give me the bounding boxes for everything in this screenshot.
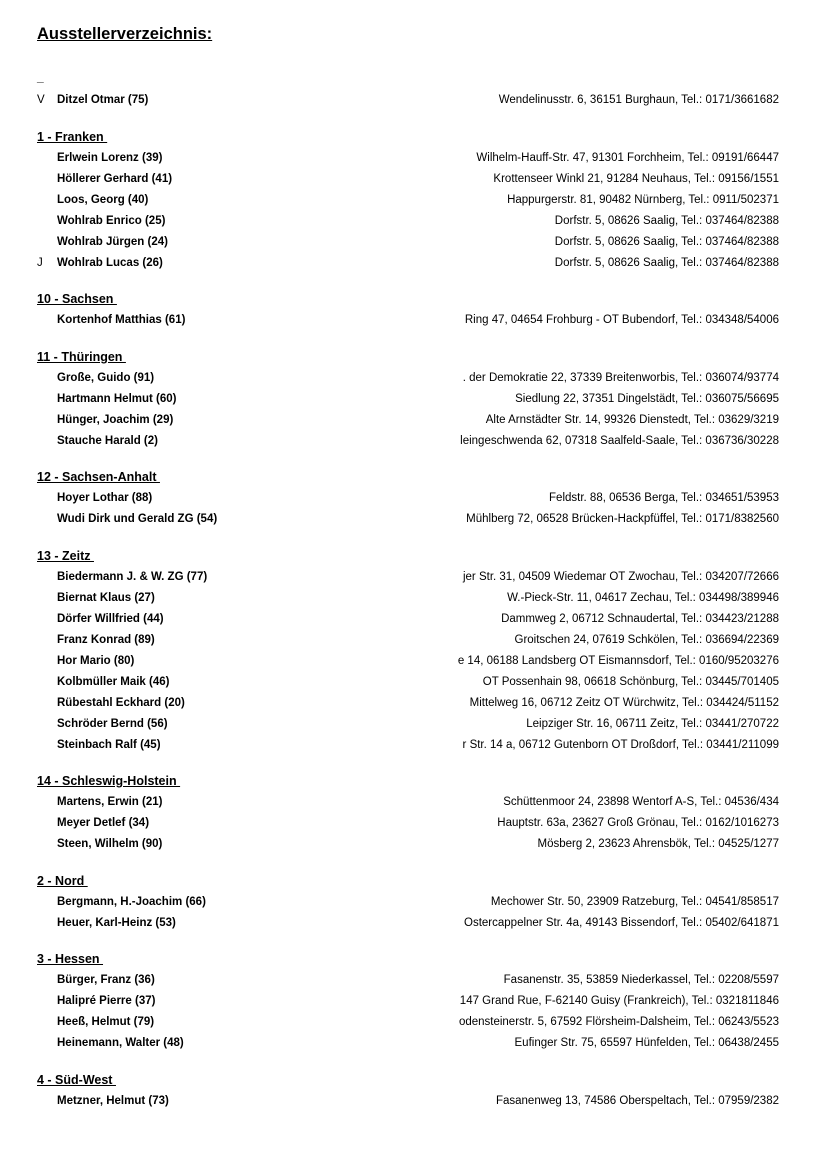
row-mark: J [37,256,43,269]
exhibitor-address: r Str. 14 a, 06712 Gutenborn OT Droßdorf, Tel.: 03441/211099 [462,738,779,751]
exhibitor-address: Happurgerstr. 81, 90482 Nürnberg, Tel.: 0911/502371 [507,193,779,206]
address-cell [423,431,779,452]
address-cell [423,630,779,651]
exhibitor-address: Fasanenweg 13, 74586 Oberspeltach, Tel.: 07959/2382 [495,1094,779,1107]
exhibitor-name: Hartmann Helmut (60) [57,392,177,405]
exhibitor-name: Hoyer Lothar (88) [57,492,153,504]
exhibitor-row [0,310,827,331]
address-cell [423,834,779,855]
exhibitor-list [0,90,827,1127]
section [0,347,827,452]
exhibitor-row [0,253,827,274]
exhibitor-name: Heinemann, Walter (48) [57,1037,184,1049]
exhibitor-row [0,232,827,253]
exhibitor-row [0,148,827,169]
exhibitor-row [0,1033,827,1054]
exhibitor-address: Dammweg 2, 06712 Schnaudertal, Tel.: 034423/21288 [501,612,779,625]
section [0,127,827,274]
address-cell [423,389,779,410]
exhibitor-row [0,672,827,693]
exhibitor-address: Alte Arnstädter Str. 14, 99326 Dienstedt, Tel.: 03629/3219 [485,413,779,426]
exhibitor-name: Ditzel Otmar (75) [57,94,149,106]
exhibitor-name: Halipré Pierre (37) [57,995,156,1007]
section-header: 11 - Thüringen [37,349,126,364]
exhibitor-row [0,509,827,530]
address-cell [423,148,779,169]
exhibitor-row [0,368,827,389]
address-cell [423,310,779,331]
exhibitor-address: Dorfstr. 5, 08626 Saalig, Tel.: 037464/82388 [554,235,779,248]
exhibitor-address: W.-Pieck-Str. 11, 04617 Zechau, Tel.: 034498/389946 [507,591,779,604]
exhibitor-address: Hauptstr. 63a, 23627 Groß Grönau, Tel.: 0162/1016273 [497,817,779,829]
page-title: Ausstellerverzeichnis: [37,25,213,43]
address-cell [423,211,779,232]
section-header: 10 - Sachsen [37,292,117,306]
exhibitor-address: Groitschen 24, 07619 Schkölen, Tel.: 036694/22369 [514,633,779,646]
exhibitor-address: Wilhelm-Hauff-Str. 47, 91301 Forchheim, Tel.: 09191/66447 [476,151,779,164]
exhibitor-row [0,714,827,735]
address-cell [423,792,779,813]
dash-mark: _ [37,70,44,84]
address-cell [423,1033,779,1054]
exhibitor-address: Eufinger Str. 75, 65597 Hünfelden, Tel.: 06438/2455 [514,1037,779,1049]
address-cell [423,253,779,274]
exhibitor-name: Dörfer Willfried (44) [57,612,164,625]
exhibitor-address: leingeschwenda 62, 07318 Saalfeld-Saale, Tel.: 036736/30228 [460,434,779,447]
exhibitor-address: Fasanenstr. 35, 53859 Niederkassel, Tel.: 02208/5597 [503,974,779,986]
exhibitor-address: e 14, 06188 Landsberg OT Eismannsdorf, Tel.: 0160/95203276 [457,654,779,667]
address-cell [423,609,779,630]
exhibitor-name: Loos, Georg (40) [57,193,149,206]
section-header: 13 - Zeitz [37,548,94,563]
address-cell [423,913,779,934]
exhibitor-name: Heuer, Karl-Heinz (53) [57,916,176,929]
exhibitor-address: Mösberg 2, 23623 Ahrensbök, Tel.: 04525/1277 [537,838,779,850]
exhibitor-row [0,389,827,410]
exhibitor-address: Wendelinusstr. 6, 36151 Burghaun, Tel.: 0171/3661682 [498,94,779,106]
exhibitor-address: jer Str. 31, 04509 Wiedemar OT Zwochau, Tel.: 034207/72666 [462,570,779,583]
exhibitor-address: Leipziger Str. 16, 06711 Zeitz, Tel.: 03441/270722 [526,717,779,730]
exhibitor-address: Dorfstr. 5, 08626 Saalig, Tel.: 037464/82388 [554,214,779,227]
exhibitor-name: Schröder Bernd (56) [57,717,168,730]
exhibitor-name: Meyer Detlef (34) [57,817,150,829]
exhibitor-row [0,588,827,609]
address-cell [423,693,779,714]
exhibitor-address: Ring 47, 04654 Frohburg - OT Bubendorf, Tel.: 034348/54006 [464,314,779,326]
address-cell [423,368,779,389]
exhibitor-row [0,813,827,834]
section-header: 4 - Süd-West [37,1072,116,1087]
section [0,871,827,934]
row-mark: V [37,94,45,106]
section-header: 12 - Sachsen-Anhalt [37,470,160,484]
address-cell [423,90,779,111]
section-header: 1 - Franken [37,129,108,144]
section [0,771,827,855]
exhibitor-name: Bergmann, H.-Joachim (66) [57,895,206,908]
exhibitor-name: Steinbach Ralf (45) [57,738,161,751]
address-cell [423,1091,779,1112]
exhibitor-name: Kolbmüller Maik (46) [57,675,170,688]
exhibitor-address: Siedlung 22, 37351 Dingelstädt, Tel.: 036075/56695 [515,392,779,405]
exhibitor-name: Biernat Klaus (27) [57,591,155,604]
exhibitor-address: Mühlberg 72, 06528 Brücken-Hackpfüffel, Tel.: 0171/8382560 [466,513,779,525]
exhibitor-row [0,190,827,211]
address-cell [423,651,779,672]
exhibitor-row [0,913,827,934]
exhibitor-row [0,609,827,630]
exhibitor-address: Dorfstr. 5, 08626 Saalig, Tel.: 037464/82388 [554,256,779,269]
exhibitor-row [0,169,827,190]
exhibitor-row [0,892,827,913]
exhibitor-name: Wohlrab Lucas (26) [57,256,163,269]
exhibitor-name: Wohlrab Enrico (25) [57,214,166,227]
exhibitor-row [0,211,827,232]
exhibitor-row [0,834,827,855]
exhibitor-name: Biedermann J. & W. ZG (77) [57,570,208,583]
address-cell [423,813,779,834]
address-cell [423,672,779,693]
exhibitor-name: Erlwein Lorenz (39) [57,151,163,164]
address-cell [423,567,779,588]
exhibitor-address: Mechower Str. 50, 23909 Ratzeburg, Tel.: 04541/858517 [490,895,779,908]
address-cell [423,735,779,756]
exhibitor-row [0,991,827,1012]
address-cell [423,970,779,991]
exhibitor-name: Metzner, Helmut (73) [57,1094,169,1107]
address-cell [423,410,779,431]
exhibitor-name: Wudi Dirk und Gerald ZG (54) [57,513,218,525]
exhibitor-address: Mittelweg 16, 06712 Zeitz OT Würchwitz, Tel.: 034424/51152 [469,696,779,709]
section [0,90,827,111]
address-cell [423,991,779,1012]
section [0,289,827,331]
exhibitor-name: Hünger, Joachim (29) [57,413,174,426]
exhibitor-row [0,567,827,588]
exhibitor-name: Höllerer Gerhard (41) [57,172,173,185]
exhibitor-row [0,792,827,813]
exhibitor-name: Kortenhof Matthias (61) [57,314,186,326]
address-cell [423,190,779,211]
exhibitor-name: Martens, Erwin (21) [57,796,163,808]
section-header: 14 - Schleswig-Holstein [37,774,181,788]
exhibitor-address: odensteinerstr. 5, 67592 Flörsheim-Dalsheim, Tel.: 06243/5523 [458,1016,779,1028]
section [0,467,827,530]
exhibitor-name: Franz Konrad (89) [57,633,155,646]
address-cell [423,232,779,253]
exhibitor-row [0,1091,827,1112]
exhibitor-row [0,970,827,991]
exhibitor-address: 147 Grand Rue, F-62140 Guisy (Frankreich), Tel.: 0321811846 [459,995,779,1007]
address-cell [423,509,779,530]
section [0,1070,827,1112]
exhibitor-row [0,488,827,509]
section [0,546,827,756]
exhibitor-name: Wohlrab Jürgen (24) [57,235,168,248]
exhibitor-address: . der Demokratie 22, 37339 Breitenworbis, Tel.: 036074/93774 [462,371,779,384]
exhibitor-row [0,410,827,431]
exhibitor-name: Steen, Wilhelm (90) [57,838,163,850]
exhibitor-row [0,630,827,651]
exhibitor-address: OT Possenhain 98, 06618 Schönburg, Tel.: 03445/701405 [482,675,779,688]
address-cell [423,588,779,609]
exhibitor-name: Heeß, Helmut (79) [57,1016,155,1028]
exhibitor-address: Feldstr. 88, 06536 Berga, Tel.: 034651/53953 [549,492,779,504]
exhibitor-row [0,735,827,756]
address-cell [423,1012,779,1033]
exhibitor-name: Bürger, Franz (36) [57,974,155,986]
section [0,949,827,1054]
address-cell [423,892,779,913]
exhibitor-name: Stauche Harald (2) [57,434,158,447]
exhibitor-address: Schüttenmoor 24, 23898 Wentorf A-S, Tel.: 04536/434 [503,796,779,808]
address-cell [423,488,779,509]
exhibitor-name: Rübestahl Eckhard (20) [57,696,185,709]
exhibitor-row [0,90,827,111]
address-cell [423,714,779,735]
exhibitor-row [0,431,827,452]
address-cell [423,169,779,190]
exhibitor-name: Große, Guido (91) [57,371,155,384]
section-header: 3 - Hessen [37,952,104,966]
exhibitor-name: Hor Mario (80) [57,654,135,667]
exhibitor-address: Krottenseer Winkl 21, 91284 Neuhaus, Tel.: 09156/1551 [493,172,779,185]
exhibitor-row [0,1012,827,1033]
exhibitor-address: Ostercappelner Str. 4a, 49143 Bissendorf, Tel.: 05402/641871 [464,916,779,929]
exhibitor-row [0,651,827,672]
exhibitor-row [0,693,827,714]
section-header: 2 - Nord [37,873,88,888]
